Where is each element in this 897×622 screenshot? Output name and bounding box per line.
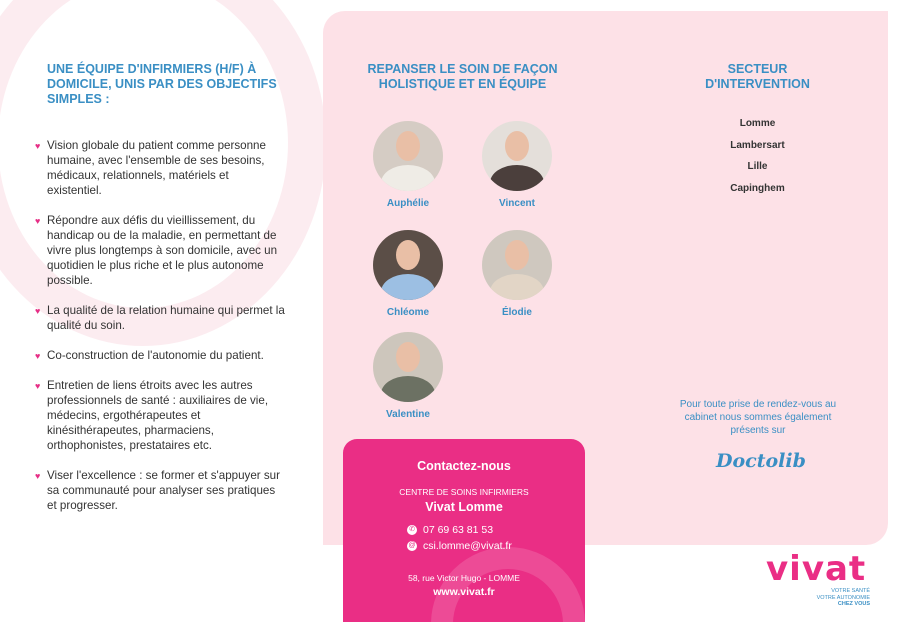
contact-subtitle: CENTRE DE SOINS INFIRMIERS [399, 487, 529, 497]
avatar [373, 230, 443, 300]
avatar [482, 121, 552, 191]
member-name: Élodie [501, 307, 532, 318]
address: 58, rue Victor Hugo - LOMME [408, 573, 520, 583]
avatar [373, 332, 443, 402]
list-item: ♥ Répondre aux défis du vieillissement, du handicap ou de la maladie, en permettant de vivre plus longtemps à son domicile, avec un quotidien le plus riche et le plus autonome possible. [35, 214, 278, 287]
logo-word: vivat [766, 549, 867, 589]
email-line[interactable] [407, 540, 512, 552]
sector-heading: SECTEUR D'INTERVENTION [705, 62, 810, 91]
doctolib-logo[interactable]: Doctolib [716, 450, 806, 472]
vivat-logo [766, 549, 876, 608]
team-heading: REPANSER LE SOIN DE FAÇON HOLISTIQUE ET EN ÉQUIPE [367, 62, 558, 91]
heart-icon: ♥ [35, 216, 41, 226]
decorative-heart-shape [431, 547, 585, 622]
team-member-chleome [363, 230, 453, 318]
heart-icon: ♥ [35, 351, 41, 361]
avatar [482, 230, 552, 300]
phone-icon: ✆ [407, 525, 417, 535]
member-name: Valentine [386, 409, 430, 420]
city-item: Capinghem [730, 182, 785, 194]
phone-number: 07 69 63 81 53 [423, 524, 494, 536]
phone-line[interactable] [407, 524, 493, 536]
logo-tagline: VOTRE SANTÉ VOTRE AUTONOMIE CHEZ VOUS [816, 588, 870, 607]
list-item: ♥ La qualité de la relation humaine qui permet la qualité du soin. [35, 304, 285, 332]
heart-icon: ♥ [35, 381, 41, 391]
heart-icon: ♥ [35, 306, 41, 316]
list-item: ♥ Co-construction de l'autonomie du patient. [35, 349, 264, 362]
team-objectives-heading: UNE ÉQUIPE D'INFIRMIERS (H/F) À DOMICILE, UNIS PAR DES OBJECTIFS SIMPLES : [47, 62, 277, 106]
email-address: csi.lomme@vivat.fr [423, 540, 512, 552]
city-item: Lomme [739, 118, 776, 129]
team-member-vincent [472, 121, 562, 209]
objectives-list [35, 138, 285, 528]
avatar [373, 121, 443, 191]
appointment-text: Pour toute prise de rendez-vous au cabinet nous sommes également présents sur [679, 399, 837, 436]
email-icon: @ [408, 542, 416, 550]
heart-icon: ♥ [35, 141, 41, 151]
team-member-auphelie [363, 121, 453, 209]
website-link[interactable]: www.vivat.fr [433, 586, 495, 598]
center-name: Vivat Lomme [425, 500, 503, 514]
member-name: Auphélie [386, 198, 430, 209]
team-member-valentine [363, 332, 453, 420]
heart-icon: ♥ [35, 471, 41, 481]
city-item: Lambersart [730, 139, 785, 151]
member-name: Chléome [386, 307, 430, 318]
city-item: Lille [747, 161, 768, 172]
cities-list [700, 113, 815, 199]
list-item: ♥ Entretien de liens étroits avec les autres professionnels de santé : auxiliaires de vie, médecins, ergothérapeutes et kinésithérapeutes, pharmaciens, orthophonistes, prestataires etc. [35, 379, 269, 452]
contact-card [343, 439, 585, 622]
team-member-elodie [472, 230, 562, 318]
list-item: ♥ Viser l'excellence : se former et s'appuyer sur sa communauté pour analyser ses pratiques et progresser. [35, 469, 280, 512]
contact-title: Contactez-nous [417, 459, 511, 473]
list-item: ♥ Vision globale du patient comme personne humaine, avec l'ensemble de ses besoins, médicaux, relationnels, matériels et existentiel. [35, 139, 266, 197]
member-name: Vincent [499, 198, 535, 209]
